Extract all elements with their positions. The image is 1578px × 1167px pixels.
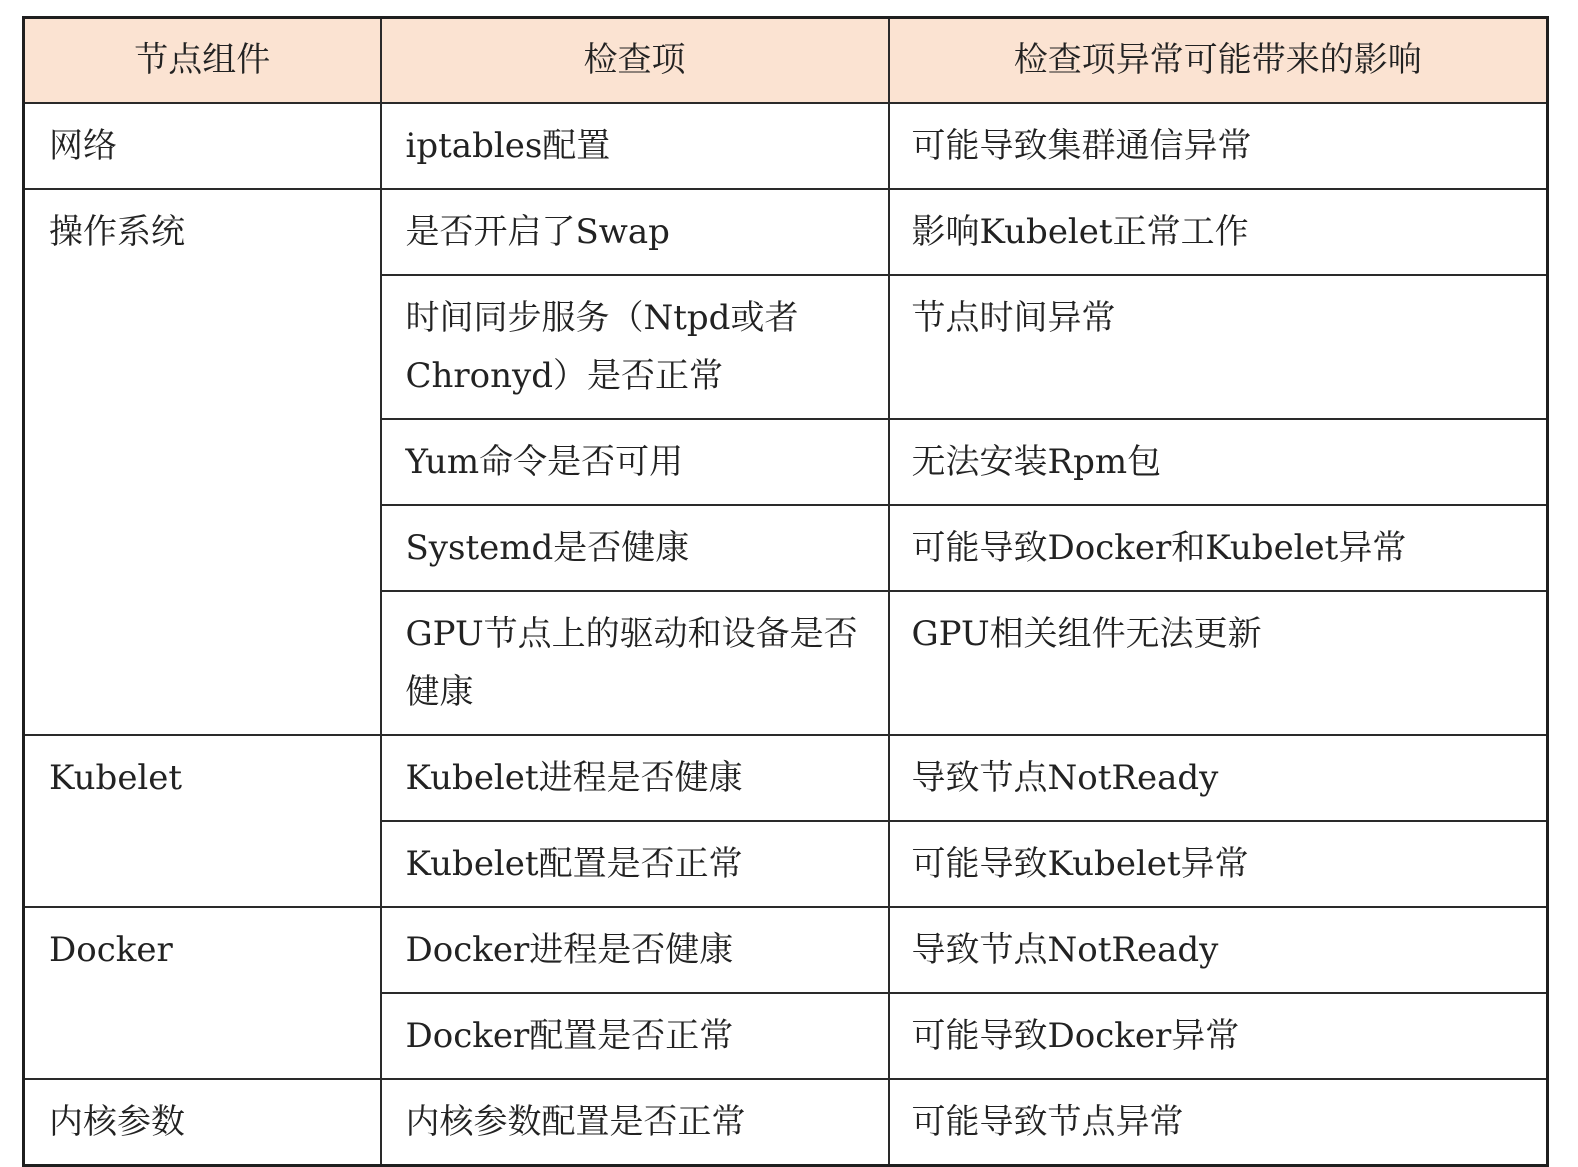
table-row [24,189,1548,275]
table-row [24,735,1548,821]
impact-cell: 导致节点NotReady [889,735,1548,821]
impact-cell: 可能导致集群通信异常 [889,103,1548,189]
impact-cell: GPU相关组件无法更新 [889,591,1548,735]
component-cell-docker: Docker [24,907,381,1079]
impact-cell: 影响Kubelet正常工作 [889,189,1548,275]
check-cell: Kubelet配置是否正常 [381,821,889,907]
impact-cell: 无法安装Rpm包 [889,419,1548,505]
header-component: 节点组件 [24,18,381,103]
check-cell: Docker配置是否正常 [381,993,889,1079]
impact-cell: 可能导致Docker异常 [889,993,1548,1079]
component-cell-kubelet: Kubelet [24,735,381,907]
check-cell: Kubelet进程是否健康 [381,735,889,821]
check-cell: 是否开启了Swap [381,189,889,275]
check-cell: 时间同步服务（Ntpd或者Chronyd）是否正常 [381,275,889,419]
table-row [24,907,1548,993]
table-row [24,1079,1548,1166]
check-cell: Yum命令是否可用 [381,419,889,505]
node-check-table [22,16,1549,1167]
header-check-item: 检查项 [381,18,889,103]
impact-cell: 节点时间异常 [889,275,1548,419]
impact-cell: 可能导致Docker和Kubelet异常 [889,505,1548,591]
check-table-container [22,16,1549,1167]
impact-cell: 导致节点NotReady [889,907,1548,993]
component-cell-network: 网络 [24,103,381,189]
component-cell-os: 操作系统 [24,189,381,735]
table-header-row [24,18,1548,103]
component-cell-kernel: 内核参数 [24,1079,381,1166]
check-cell: Systemd是否健康 [381,505,889,591]
check-cell: Docker进程是否健康 [381,907,889,993]
check-cell: iptables配置 [381,103,889,189]
check-cell: 内核参数配置是否正常 [381,1079,889,1166]
table-row [24,103,1548,189]
header-impact: 检查项异常可能带来的影响 [889,18,1548,103]
impact-cell: 可能导致Kubelet异常 [889,821,1548,907]
check-cell: GPU节点上的驱动和设备是否健康 [381,591,889,735]
impact-cell: 可能导致节点异常 [889,1079,1548,1166]
